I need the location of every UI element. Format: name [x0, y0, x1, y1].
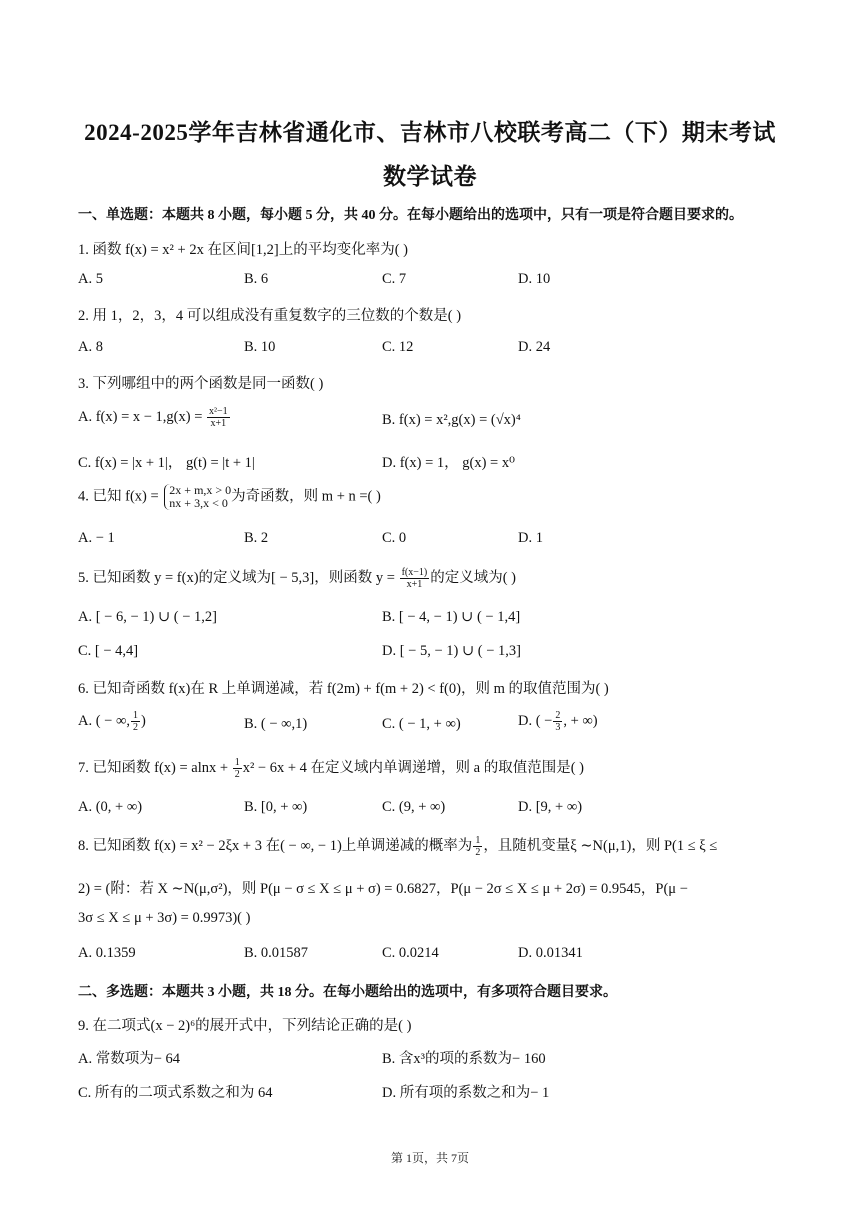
question-6: 6. 已知奇函数 f(x)在 R 上单调递减，若 f(2m) + f(m + 2) < f(0)，则 m 的取值范围为( ) [78, 681, 609, 697]
q1-option-d: D. 10 [518, 271, 551, 287]
q6-option-a-fraction [131, 710, 140, 733]
q3-option-a-text: A. f(x) = x − 1,g(x) = [78, 408, 207, 425]
question-9: 9. 在二项式(x − 2)⁶的展开式中，下列结论正确的是( ) [78, 1018, 412, 1034]
q6-option-d-denominator: 3 [555, 722, 561, 733]
q4-option-a: A. − 1 [78, 530, 115, 546]
q9-option-c: C. 所有的二项式系数之和为 64 [78, 1085, 273, 1101]
q8-fraction [473, 835, 482, 858]
q6-option-b: B. ( − ∞,1) [244, 716, 308, 732]
q8-option-d: D. 0.01341 [518, 945, 583, 961]
q9-option-a: A. 常数项为− 64 [78, 1051, 181, 1067]
question-8-line-3: 3σ ≤ X ≤ μ + 3σ) = 0.9973)( ) [78, 910, 251, 926]
question-5-tail: 的定义域为( ) [430, 570, 516, 586]
q2-option-a: A. 8 [78, 339, 103, 355]
q7-fraction [233, 757, 242, 780]
question-7-lead: 7. 已知函数 f(x) = alnx + [78, 760, 232, 776]
question-3: 3. 下列哪组中的两个函数是同一函数( ) [78, 376, 324, 392]
q2-option-b: B. 10 [244, 339, 276, 355]
q8-numerator: 1 [475, 835, 481, 847]
q6-option-a-denominator: 2 [132, 722, 138, 733]
q9-option-d: D. 所有项的系数之和为− 1 [382, 1085, 550, 1101]
q6-option-a-tail: ) [140, 712, 146, 729]
question-8-line-2: 2) = (附：若 X ∼N(μ,σ²)，则 P(μ − σ ≤ X ≤ μ + σ) = 0.6827，P(μ − 2σ ≤ X ≤ μ + 2σ) = 0.9545，P(μ − [78, 881, 688, 897]
q7-numerator: 1 [234, 757, 240, 769]
q4-case-1: 2x + m,x > 0 [169, 483, 232, 497]
q3-option-b: B. f(x) = x²,g(x) = (√x)⁴ [382, 412, 521, 428]
q6-option-d-tail: , + ∞) [563, 712, 598, 729]
q7-option-d: D. [9, + ∞) [518, 799, 583, 815]
q5-fraction [400, 567, 430, 590]
q8-denominator: 2 [475, 847, 481, 859]
question-8-line-1 [78, 834, 717, 858]
section-multiple-choice: 二、多选题：本题共 3 小题，共 18 分。在每小题给出的选项中，有多项符合题目要求。 [78, 985, 617, 1000]
question-5 [78, 566, 516, 590]
q5-option-d: D. [ − 5, − 1) ∪ ( − 1,3] [382, 643, 521, 659]
question-2: 2. 用 1，2，3，4 可以组成没有重复数字的三位数的个数是( ) [78, 308, 462, 324]
q1-option-c: C. 7 [382, 271, 407, 287]
q8-option-c: C. 0.0214 [382, 945, 439, 961]
q6-option-d-numerator: 2 [555, 710, 561, 721]
q5-option-a: A. [ − 6, − 1) ∪ ( − 1,2] [78, 609, 217, 625]
q2-option-c: C. 12 [382, 339, 414, 355]
section-single-choice: 一、单选题：本题共 8 小题，每小题 5 分，共 40 分。在每小题给出的选项中，只有一项是符合题目要求的。 [78, 208, 743, 223]
q8-option-a: A. 0.1359 [78, 945, 136, 961]
q6-option-a [78, 710, 146, 733]
q6-option-a-numerator: 1 [132, 710, 138, 721]
q3-option-a-fraction [207, 406, 230, 429]
question-8-line-1-tail: ，且随机变量ξ ∼N(μ,1)，则 P(1 ≤ ξ ≤ [483, 838, 718, 854]
question-4 [78, 484, 381, 510]
q1-option-b: B. 6 [244, 271, 269, 287]
q3-option-a [78, 406, 231, 429]
page-footer: 第 1页，共 7页 [390, 1151, 469, 1165]
exam-subtitle: 数学试卷 [383, 164, 477, 189]
question-4-lead: 4. 已知 f(x) = [78, 488, 163, 505]
q4-option-b: B. 2 [244, 530, 269, 546]
question-5-lead: 5. 已知函数 y = f(x)的定义域为[ − 5,3]，则函数 y = [78, 570, 399, 586]
q8-option-b: B. 0.01587 [244, 945, 309, 961]
q4-case-2: nx + 3,x < 0 [169, 496, 228, 510]
q3-option-a-numerator: x²−1 [209, 406, 228, 417]
q7-option-a: A. (0, + ∞) [78, 799, 143, 815]
q3-option-c: C. f(x) = |x + 1|， g(t) = |t + 1| [78, 455, 255, 471]
q6-option-c: C. ( − 1, + ∞) [382, 716, 461, 732]
q6-option-a-lead: A. ( − ∞, [78, 712, 130, 729]
q4-option-c: C. 0 [382, 530, 407, 546]
q7-denominator: 2 [234, 769, 240, 781]
question-7-tail: x² − 6x + 4 在定义域内单调递增，则 a 的取值范围是( ) [242, 760, 584, 776]
q4-option-d: D. 1 [518, 530, 543, 546]
q6-option-d [518, 710, 598, 733]
q3-option-a-denominator: x+1 [210, 418, 227, 429]
question-7 [78, 756, 584, 780]
q6-option-d-lead: D. ( − [518, 712, 553, 729]
q7-option-b: B. [0, + ∞) [244, 799, 308, 815]
question-8-lead: 8. 已知函数 f(x) = x² − 2ξx + 3 在( − ∞, − 1)上单调递减的概率为 [78, 838, 473, 854]
q3-option-d: D. f(x) = 1， g(x) = x⁰ [382, 455, 515, 471]
q9-option-b: B. 含x³的项的系数为− 160 [382, 1051, 546, 1067]
q5-option-c: C. [ − 4,4] [78, 643, 139, 659]
q4-piecewise [164, 484, 231, 510]
exam-title: 2024-2025学年吉林省通化市、吉林市八校联考高二（下）期末考试 [84, 120, 776, 145]
q6-option-d-fraction [553, 710, 562, 733]
q5-option-b: B. [ − 4, − 1) ∪ ( − 1,4] [382, 609, 521, 625]
q5-denominator: x+1 [406, 579, 423, 591]
q2-option-d: D. 24 [518, 339, 551, 355]
q5-numerator: f(x−1) [401, 567, 428, 579]
question-4-tail: 为奇函数，则 m + n =( ) [231, 488, 381, 505]
question-1: 1. 函数 f(x) = x² + 2x 在区间[1,2]上的平均变化率为( ) [78, 242, 409, 258]
q1-option-a: A. 5 [78, 271, 103, 287]
q7-option-c: C. (9, + ∞) [382, 799, 446, 815]
